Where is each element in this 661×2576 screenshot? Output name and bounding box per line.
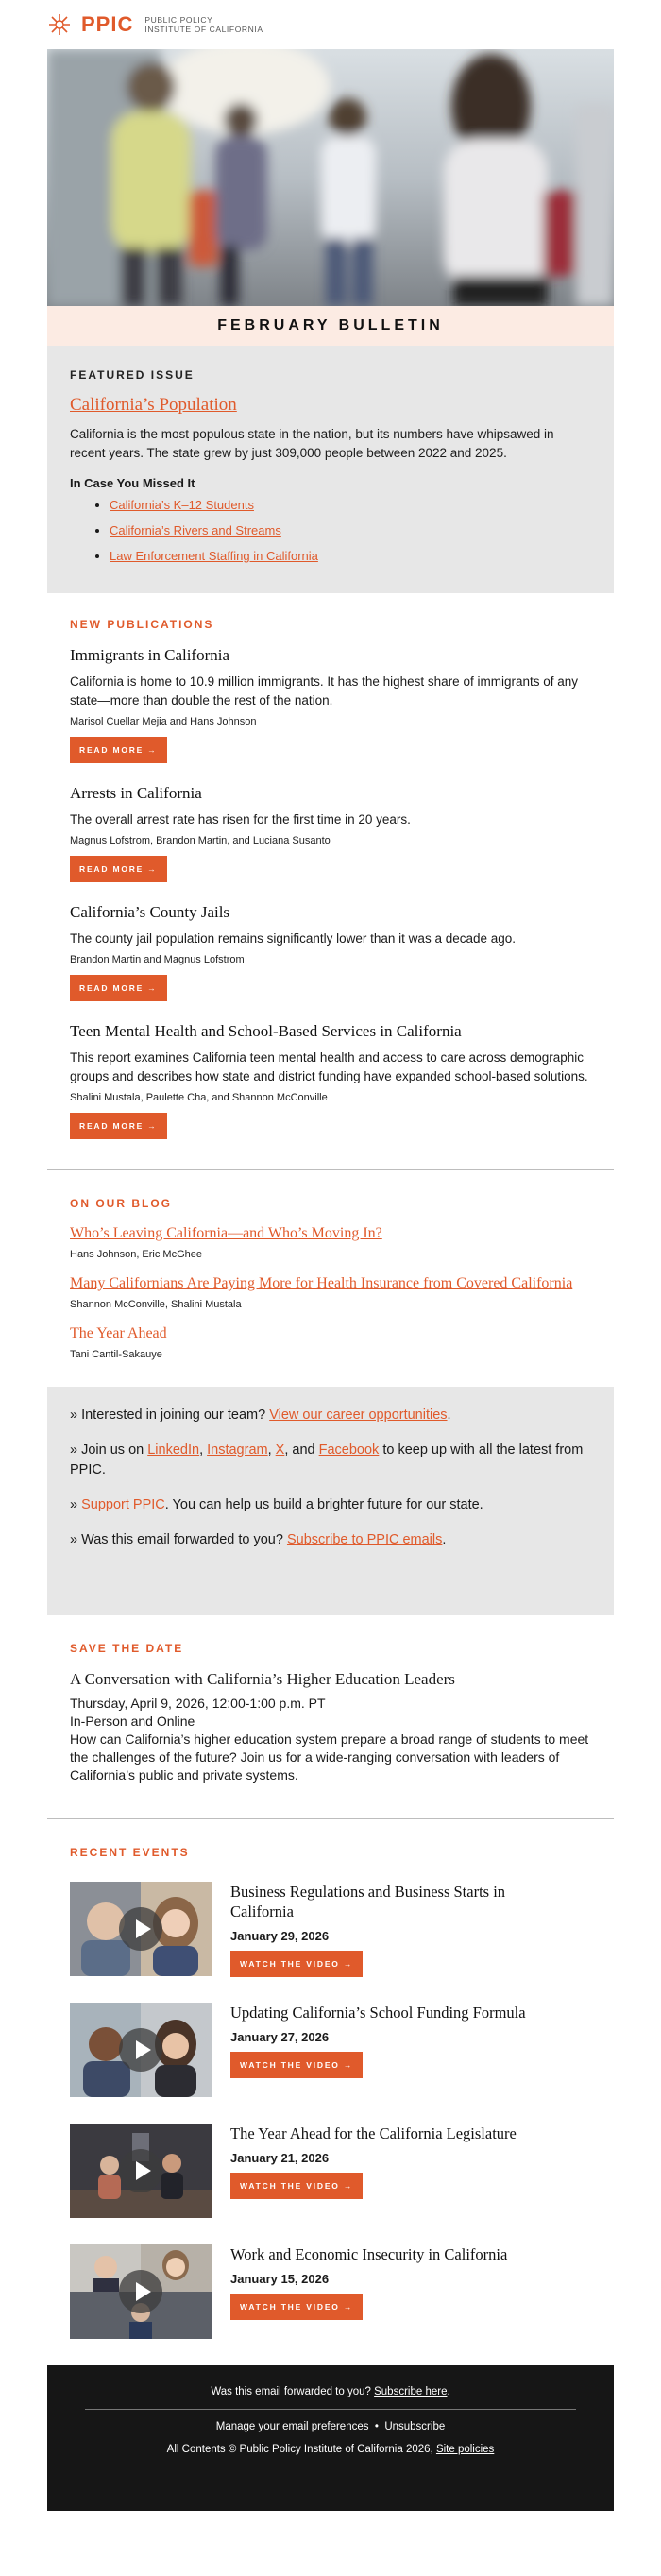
- publication-title[interactable]: California’s County Jails: [70, 903, 230, 921]
- read-more-button[interactable]: READ MORE →: [70, 856, 167, 882]
- subscribe-here-link[interactable]: Subscribe here: [374, 2386, 448, 2397]
- icymi-heading: In Case You Missed It: [70, 476, 195, 490]
- publication-title[interactable]: Arrests in California: [70, 784, 202, 802]
- event-format: In-Person and Online: [70, 1714, 195, 1729]
- email-header: [47, 0, 614, 49]
- blog-section: [47, 1170, 614, 1387]
- bullet-separator: •: [374, 2421, 379, 2432]
- video-thumbnail[interactable]: [70, 1882, 212, 1976]
- footer-copyright-line: [85, 2444, 576, 2455]
- watch-video-button[interactable]: WATCH THE VIDEO →: [230, 2173, 363, 2199]
- callout-support: [70, 1495, 591, 1515]
- icymi-item: [110, 523, 591, 537]
- callouts-panel: [47, 1387, 614, 1615]
- footer-text: Was this email forwarded to you?: [211, 2386, 375, 2397]
- event-item: [70, 2244, 591, 2343]
- event-description: How can California’s higher education system prepare a broad range of students to meet the challenges of the future? Join us for a wide-ranging conversation with leaders of California’s public and private systems.: [70, 1732, 589, 1783]
- event-date: January 27, 2026: [230, 2030, 330, 2044]
- event-item: [70, 2003, 591, 2101]
- email-footer: [47, 2365, 614, 2511]
- blog-authors: Shannon McConville, Shalini Mustala: [70, 1299, 242, 1310]
- callout-text: » Join us on: [70, 1442, 148, 1458]
- logo-subtitle: [144, 15, 263, 34]
- blog-label: ON OUR BLOG: [70, 1197, 172, 1210]
- callout-text: » Was this email forwarded to you?: [70, 1532, 287, 1547]
- featured-issue-panel: [47, 346, 614, 593]
- blog-title-link[interactable]: The Year Ahead: [70, 1325, 167, 1341]
- play-icon[interactable]: [119, 2270, 162, 2313]
- event-date: January 21, 2026: [230, 2151, 330, 2165]
- event-title[interactable]: A Conversation with California’s Higher Education Leaders: [70, 1670, 455, 1688]
- icymi-item: [110, 498, 591, 512]
- copyright-text: All Contents © Public Policy Institute of California 2026,: [166, 2444, 436, 2455]
- ppic-logo-icon[interactable]: [47, 12, 72, 37]
- callout-careers: [70, 1406, 591, 1425]
- read-more-button[interactable]: READ MORE →: [70, 1113, 167, 1139]
- blog-authors: Tani Cantil-Sakauye: [70, 1349, 162, 1360]
- event-title[interactable]: Business Regulations and Business Starts in California: [230, 1883, 506, 1920]
- recent-events-label: RECENT EVENTS: [70, 1846, 190, 1859]
- play-icon[interactable]: [119, 2028, 162, 2072]
- event-item: [70, 2124, 591, 2222]
- save-the-date-label: SAVE THE DATE: [70, 1642, 184, 1655]
- publication-summary: This report examines California teen mental health and access to care across demographic groups and describes how state and district funding have expanded school-based solutions.: [70, 1050, 588, 1083]
- publication-authors: Magnus Lofstrom, Brandon Martin, and Luciana Susanto: [70, 835, 330, 846]
- subscribe-emails-link[interactable]: Subscribe to PPIC emails: [286, 1532, 443, 1547]
- event-info: [230, 2124, 533, 2222]
- hero-image: [47, 49, 614, 306]
- instagram-link[interactable]: Instagram: [207, 1442, 268, 1458]
- read-more-button[interactable]: READ MORE →: [70, 737, 167, 763]
- publication-item: [70, 903, 591, 1001]
- watch-video-button[interactable]: WATCH THE VIDEO →: [230, 1951, 363, 1977]
- recent-events-section: [47, 1819, 614, 2354]
- callout-text: , and: [284, 1442, 319, 1458]
- footer-divider: [85, 2409, 576, 2410]
- featured-label: FEATURED ISSUE: [70, 368, 195, 382]
- logo-wordmark[interactable]: PPIC: [81, 12, 134, 36]
- footer-forward-line: [85, 2386, 576, 2397]
- publication-title[interactable]: Immigrants in California: [70, 646, 230, 664]
- publication-summary: The overall arrest rate has risen for the first time in 20 years.: [70, 812, 411, 827]
- publication-title[interactable]: Teen Mental Health and School-Based Services in California: [70, 1022, 462, 1040]
- play-icon[interactable]: [119, 1907, 162, 1951]
- callout-social: [70, 1441, 591, 1480]
- publication-item: [70, 646, 591, 763]
- linkedin-link[interactable]: LinkedIn: [147, 1442, 200, 1458]
- publications-label: NEW PUBLICATIONS: [70, 618, 214, 631]
- blog-authors: Hans Johnson, Eric McGhee: [70, 1249, 203, 1260]
- manage-preferences-link[interactable]: Manage your email preferences: [215, 2421, 369, 2432]
- read-more-button[interactable]: READ MORE →: [70, 975, 167, 1001]
- callout-text: » Interested in joining our team?: [70, 1407, 270, 1423]
- logo-sub-line-2: INSTITUTE OF CALIFORNIA: [144, 25, 263, 34]
- callout-text: ,: [199, 1442, 208, 1458]
- icymi-link-law-enforcement[interactable]: Law Enforcement Staffing in California: [110, 549, 318, 563]
- event-date: January 29, 2026: [230, 1929, 330, 1943]
- footer-links-line: [85, 2421, 576, 2432]
- callout-text: .: [447, 1407, 451, 1423]
- event-info: [230, 2244, 533, 2343]
- support-ppic-link[interactable]: Support PPIC: [81, 1497, 165, 1512]
- careers-link[interactable]: View our career opportunities: [269, 1407, 448, 1423]
- blog-title-link[interactable]: Many Californians Are Paying More for Health Insurance from Covered California: [70, 1275, 573, 1291]
- callout-text: to keep up with all the latest from PPIC.: [70, 1442, 584, 1477]
- unsubscribe-link[interactable]: Unsubscribe: [384, 2421, 446, 2432]
- icymi-item: [110, 549, 591, 563]
- facebook-link[interactable]: Facebook: [318, 1442, 380, 1458]
- save-the-date-section: [47, 1615, 614, 1818]
- event-title[interactable]: Updating California’s School Funding Formula: [230, 2004, 526, 2022]
- play-icon[interactable]: [119, 2149, 162, 2192]
- callout-text: . You can help us build a brighter future for our state.: [164, 1497, 483, 1512]
- publication-authors: Shalini Mustala, Paulette Cha, and Shannon McConville: [70, 1092, 328, 1103]
- bulletin-banner: FEBRUARY BULLETIN: [47, 306, 614, 346]
- featured-title-link[interactable]: California’s Population: [70, 395, 237, 415]
- video-thumbnail[interactable]: [70, 2124, 212, 2218]
- event-title[interactable]: Work and Economic Insecurity in California: [230, 2245, 508, 2263]
- watch-video-button[interactable]: WATCH THE VIDEO →: [230, 2294, 363, 2320]
- publication-item: [70, 1022, 591, 1139]
- event-title[interactable]: The Year Ahead for the California Legislature: [230, 2124, 517, 2142]
- x-link[interactable]: X: [275, 1442, 285, 1458]
- publication-item: [70, 784, 591, 882]
- video-thumbnail[interactable]: [70, 2244, 212, 2339]
- publication-authors: Marisol Cuellar Mejia and Hans Johnson: [70, 716, 257, 727]
- icymi-list: [70, 498, 591, 563]
- icymi-link-rivers[interactable]: California’s Rivers and Streams: [110, 523, 281, 537]
- blog-title-link[interactable]: Who’s Leaving California—and Who’s Moving In?: [70, 1225, 382, 1241]
- watch-video-button[interactable]: WATCH THE VIDEO →: [230, 2052, 363, 2078]
- event-info: [230, 2003, 533, 2101]
- callout-text: ,: [267, 1442, 276, 1458]
- new-publications-section: [47, 593, 614, 1169]
- event-info: [230, 1882, 533, 1980]
- callout-text: .: [442, 1532, 447, 1547]
- publication-summary: California is home to 10.9 million immigrants. It has the highest share of immigrants of any state—more than double the rest of the nation.: [70, 674, 578, 708]
- publication-summary: The county jail population remains significantly lower than it was a decade ago.: [70, 931, 517, 946]
- logo-sub-line-1: PUBLIC POLICY: [144, 15, 213, 25]
- featured-body: California is the most populous state in the nation, but its numbers have whipsawed in recent years. The state grew by just 309,000 people between 2022 and 2025.: [70, 427, 554, 460]
- event-item: [70, 1882, 591, 1980]
- callout-text: »: [70, 1497, 82, 1512]
- email-container: [47, 0, 614, 2511]
- event-datetime: Thursday, April 9, 2026, 12:00-1:00 p.m. PT: [70, 1696, 326, 1711]
- event-date: January 15, 2026: [230, 2272, 330, 2286]
- icymi-link-k12[interactable]: California’s K–12 Students: [110, 498, 254, 512]
- site-policies-link[interactable]: Site policies: [435, 2444, 495, 2455]
- footer-text: .: [447, 2386, 450, 2397]
- publication-authors: Brandon Martin and Magnus Lofstrom: [70, 954, 245, 965]
- callout-subscribe: [70, 1530, 591, 1550]
- video-thumbnail[interactable]: [70, 2003, 212, 2097]
